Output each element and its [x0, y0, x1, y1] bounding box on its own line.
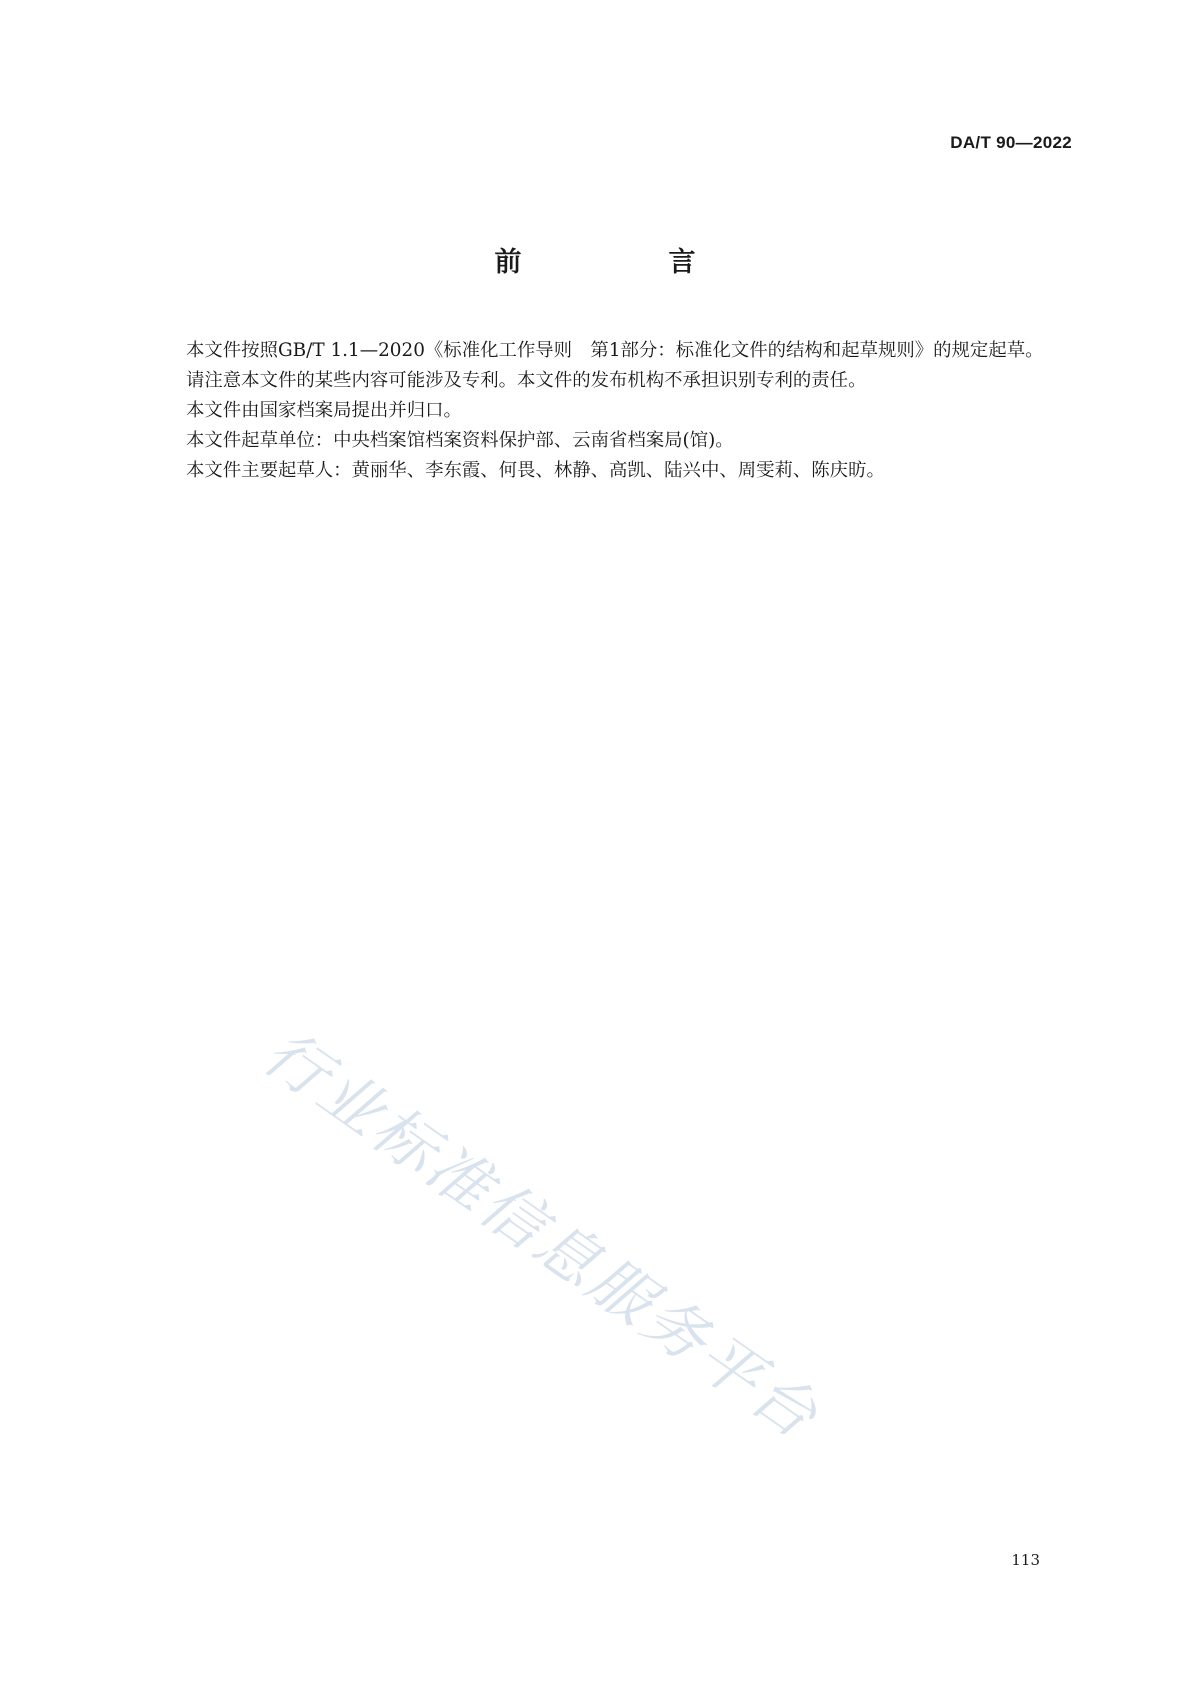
page-title: 前 言 — [494, 247, 756, 278]
paragraph-drafters: 本文件主要起草人：黄丽华、李东霞、何畏、林静、高凯、陆兴中、周雯莉、陈庆昉。 — [186, 460, 885, 481]
paragraph-drafting-rules: 本文件按照GB/T 1.1—2020《标准化工作导则 第1部分：标准化文件的结构和起草规则》的规定起草。 — [186, 340, 1044, 361]
foreword-body — [143, 336, 1073, 486]
watermark: 行业标准信息服务平台 — [250, 1015, 834, 1455]
paragraph-drafting-units: 本文件起草单位：中央档案馆档案资料保护部、云南省档案局(馆)。 — [186, 430, 734, 451]
paragraph-proposer: 本文件由国家档案局提出并归口。 — [186, 400, 462, 421]
paragraph-patent-notice: 请注意本文件的某些内容可能涉及专利。本文件的发布机构不承担识别专利的责任。 — [186, 370, 867, 391]
document-code: DA/T 90—2022 — [950, 133, 1072, 152]
page-number: 113 — [1011, 1551, 1040, 1569]
